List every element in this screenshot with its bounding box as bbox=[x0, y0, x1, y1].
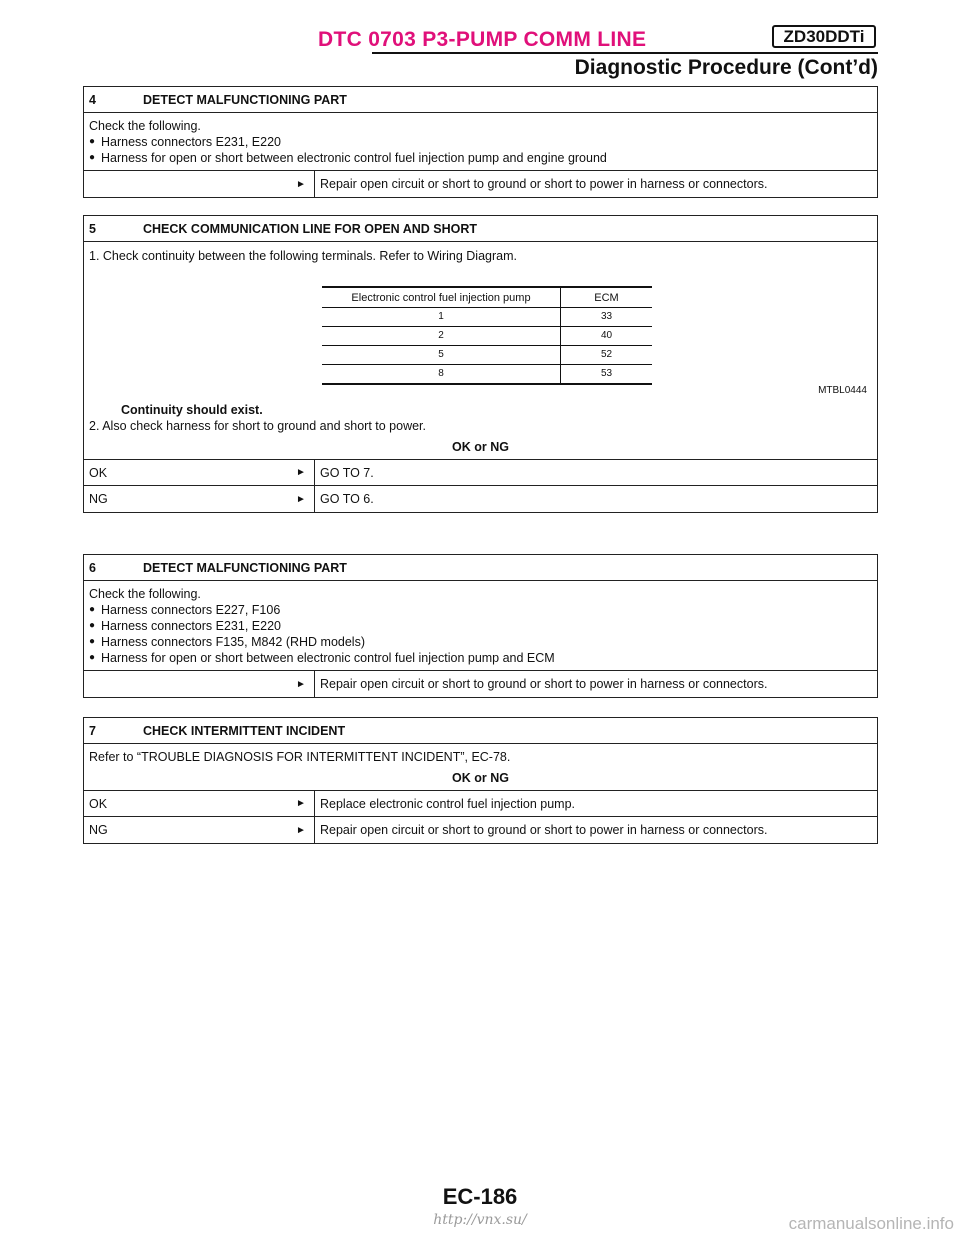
step-5-block bbox=[83, 215, 878, 513]
table-cell: 2 bbox=[322, 327, 561, 346]
bullet-icon: ● bbox=[89, 636, 96, 647]
list-item bbox=[89, 150, 872, 166]
table-row bbox=[322, 346, 652, 365]
figure-id: MTBL0444 bbox=[818, 385, 867, 396]
list-item-text: Harness for open or short between electronic control fuel injection pump and engine ground bbox=[101, 151, 607, 165]
watermark: carmanualsonline.info bbox=[788, 1214, 954, 1233]
divider bbox=[314, 171, 315, 197]
step-6-block bbox=[83, 554, 878, 698]
step-instruction: Refer to “TROUBLE DIAGNOSIS FOR INTERMITTENT INCIDENT”, EC-78. bbox=[89, 750, 511, 764]
result-text: GO TO 7. bbox=[320, 465, 374, 480]
arrow-right-icon: ► bbox=[296, 824, 306, 836]
list-item-text: Harness connectors F135, M842 (RHD models) bbox=[101, 635, 365, 649]
result-label: NG bbox=[89, 492, 108, 506]
arrow-right-icon: ► bbox=[296, 798, 306, 809]
result-row bbox=[84, 791, 877, 817]
ok-ng-label: OK or NG bbox=[452, 771, 509, 785]
result-text: Repair open circuit or short to ground or short to power in harness or connectors. bbox=[320, 677, 768, 691]
table-cell: 8 bbox=[322, 365, 561, 385]
page-section-title: DTC 0703 P3-PUMP COMM LINE bbox=[318, 28, 647, 51]
divider bbox=[314, 460, 315, 485]
step-number: 6 bbox=[89, 560, 96, 575]
list-item bbox=[89, 602, 872, 618]
step-intro: Check the following. bbox=[89, 587, 201, 601]
table-cell: 52 bbox=[561, 346, 653, 365]
step-body bbox=[84, 744, 877, 791]
result-label: OK bbox=[89, 796, 108, 811]
bullet-icon: ● bbox=[89, 604, 96, 615]
table-row bbox=[322, 308, 652, 327]
divider bbox=[314, 486, 315, 512]
bullet-icon: ● bbox=[89, 136, 96, 147]
step-body bbox=[84, 581, 877, 671]
table-row bbox=[322, 327, 652, 346]
step-title: CHECK INTERMITTENT INCIDENT bbox=[143, 723, 346, 738]
list-item bbox=[89, 618, 872, 634]
table-cell: 40 bbox=[561, 327, 653, 346]
continuity-table bbox=[322, 286, 652, 385]
divider bbox=[314, 817, 315, 843]
arrow-right-icon: ► bbox=[296, 493, 306, 505]
page-number: EC-186 bbox=[442, 1184, 518, 1209]
step-number: 7 bbox=[89, 723, 96, 738]
step-title: DETECT MALFUNCTIONING PART bbox=[143, 92, 347, 107]
table-header: Electronic control fuel injection pump bbox=[322, 287, 561, 308]
table-row bbox=[322, 365, 652, 385]
engine-badge: ZD30DDTi bbox=[772, 25, 876, 48]
step-instruction: 2. Also check harness for short to ground and short to power. bbox=[89, 419, 426, 433]
arrow-right-icon: ► bbox=[296, 678, 306, 690]
bullet-icon: ● bbox=[89, 620, 96, 631]
bullet-icon: ● bbox=[89, 652, 96, 663]
result-row bbox=[84, 486, 877, 512]
step-header bbox=[84, 87, 877, 113]
result-row bbox=[84, 460, 877, 486]
list-item bbox=[89, 634, 872, 650]
step-number: 4 bbox=[89, 92, 96, 107]
step-header bbox=[84, 718, 877, 744]
step-number: 5 bbox=[89, 221, 96, 236]
step-header bbox=[84, 555, 877, 581]
result-row bbox=[84, 671, 877, 697]
result-text: Replace electronic control fuel injection pump. bbox=[320, 796, 575, 811]
step-header bbox=[84, 216, 877, 242]
list-item bbox=[89, 650, 872, 666]
list-item-text: Harness connectors E227, F106 bbox=[101, 603, 281, 617]
step-instruction: 1. Check continuity between the following terminals. Refer to Wiring Diagram. bbox=[89, 249, 517, 263]
table-cell: 1 bbox=[322, 308, 561, 327]
result-text: Repair open circuit or short to ground or short to power in harness or connectors. bbox=[320, 823, 768, 837]
step-body bbox=[84, 242, 877, 460]
step-title: CHECK COMMUNICATION LINE FOR OPEN AND SHORT bbox=[143, 221, 478, 236]
table-header: ECM bbox=[561, 287, 653, 308]
continuity-note: Continuity should exist. bbox=[121, 403, 263, 417]
table-cell: 53 bbox=[561, 365, 653, 385]
result-row bbox=[84, 817, 877, 843]
step-body bbox=[84, 113, 877, 171]
page-subtitle: Diagnostic Procedure (Cont’d) bbox=[574, 56, 878, 79]
result-label: NG bbox=[89, 823, 108, 837]
divider bbox=[314, 671, 315, 697]
result-text: Repair open circuit or short to ground or short to power in harness or connectors. bbox=[320, 177, 768, 191]
list-item-text: Harness connectors E231, E220 bbox=[101, 619, 281, 633]
ok-ng-label: OK or NG bbox=[452, 440, 509, 454]
step-7-block bbox=[83, 717, 878, 844]
step-title: DETECT MALFUNCTIONING PART bbox=[143, 560, 347, 575]
table-cell: 33 bbox=[561, 308, 653, 327]
result-label: OK bbox=[89, 465, 108, 480]
step-4-block bbox=[83, 86, 878, 198]
bullet-icon: ● bbox=[89, 152, 96, 163]
header-rule bbox=[372, 52, 878, 54]
step-intro: Check the following. bbox=[89, 119, 201, 133]
list-item-text: Harness for open or short between electronic control fuel injection pump and ECM bbox=[101, 651, 555, 665]
result-row bbox=[84, 171, 877, 197]
continuity-figure bbox=[89, 264, 872, 402]
divider bbox=[314, 791, 315, 816]
list-item-text: Harness connectors E231, E220 bbox=[101, 135, 281, 149]
arrow-right-icon: ► bbox=[296, 467, 306, 478]
source-url-link[interactable]: http://vnx.su/ bbox=[433, 1212, 527, 1228]
table-cell: 5 bbox=[322, 346, 561, 365]
result-text: GO TO 6. bbox=[320, 492, 374, 506]
list-item bbox=[89, 134, 872, 150]
arrow-right-icon: ► bbox=[296, 178, 306, 190]
